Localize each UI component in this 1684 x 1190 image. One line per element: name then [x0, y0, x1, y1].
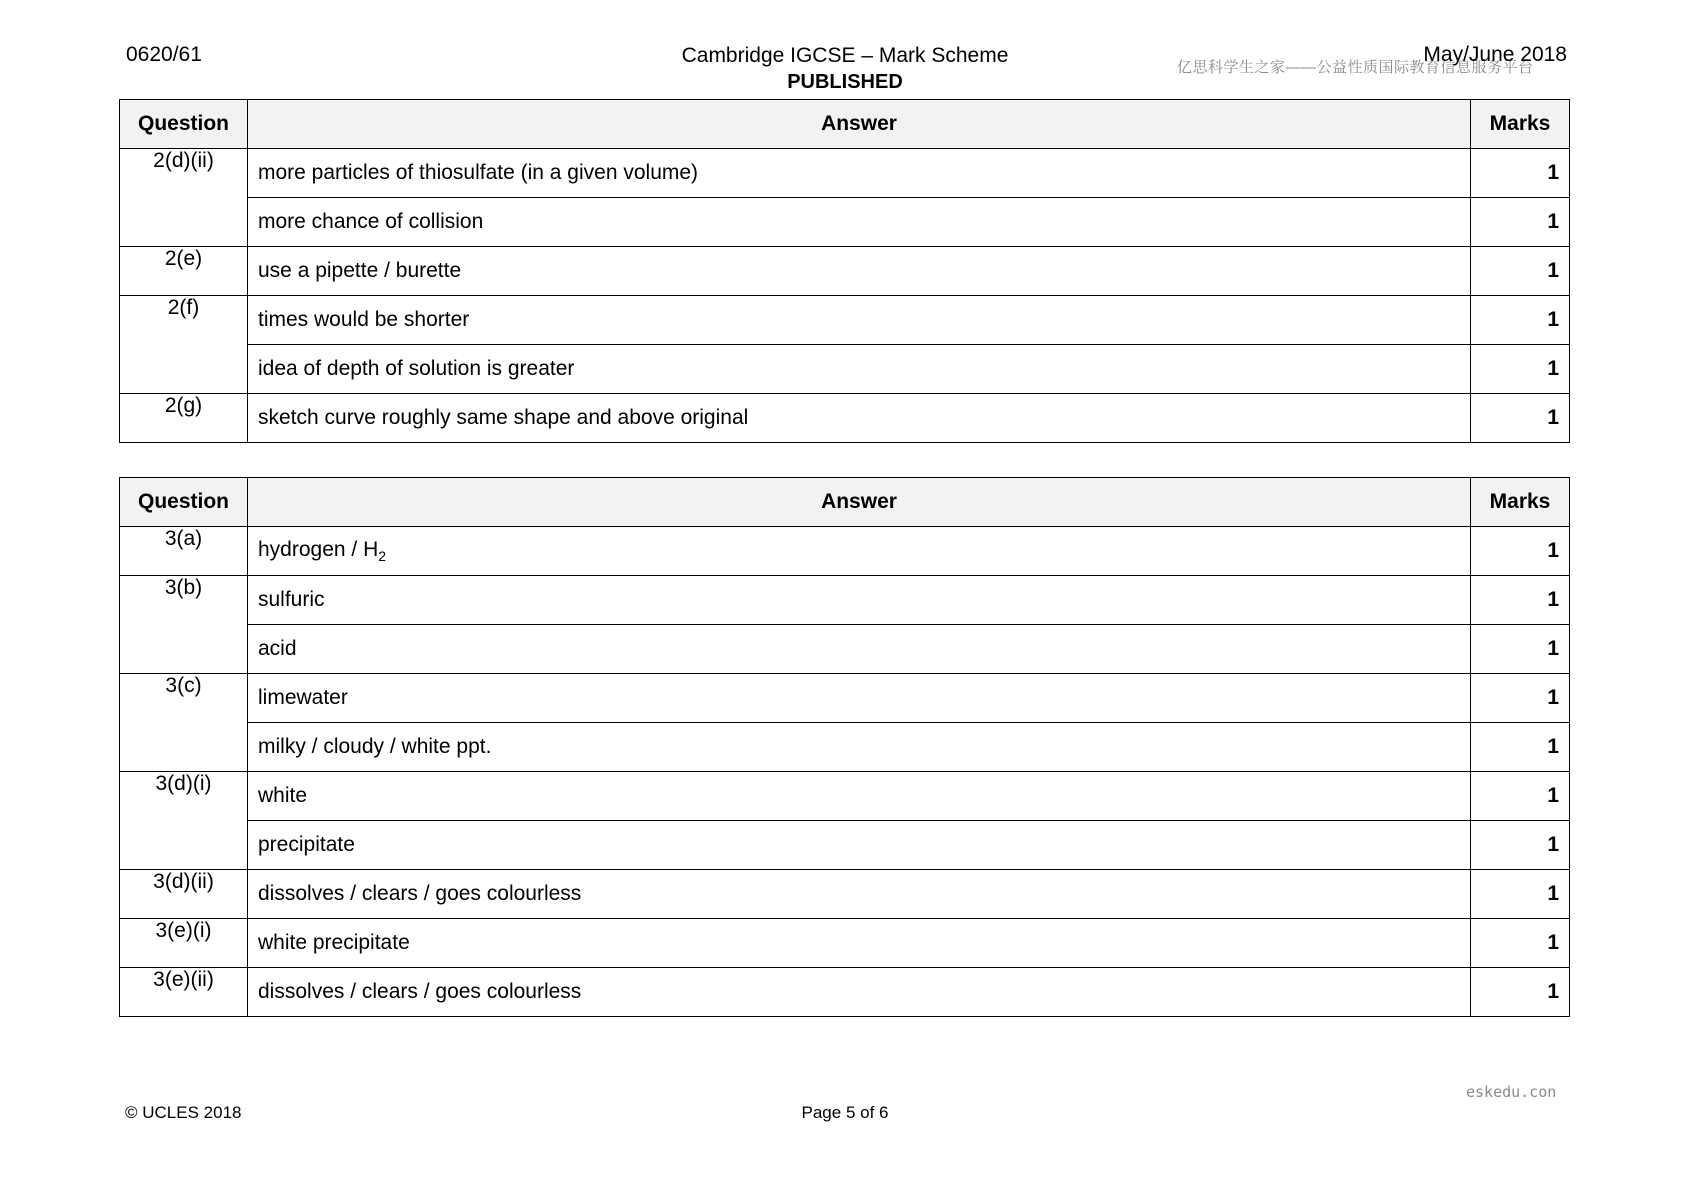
footer-watermark: eskedu.con: [1466, 1083, 1557, 1101]
marks-cell: 1: [1471, 247, 1570, 296]
mark-scheme-table-2: [119, 477, 1570, 1017]
marks-cell: 1: [1471, 198, 1570, 247]
table-row: [120, 674, 1570, 723]
answer-cell: [248, 149, 1471, 198]
table-row: [120, 870, 1570, 919]
question-number: 2(f): [120, 296, 248, 394]
table-header-row: [120, 100, 1570, 149]
table-row: [120, 625, 1570, 674]
answer-text: acid: [258, 637, 297, 660]
marks-cell: 1: [1471, 674, 1570, 723]
answer-text: dissolves / clears / goes colourless: [258, 980, 582, 1003]
marks-cell: 1: [1471, 821, 1570, 870]
question-number: 3(e)(i): [120, 919, 248, 968]
table-row: [120, 723, 1570, 772]
marks-cell: 1: [1471, 149, 1570, 198]
answer-cell: [248, 870, 1471, 919]
marks-cell: 1: [1471, 723, 1570, 772]
marks-cell: 1: [1471, 625, 1570, 674]
table-row: [120, 772, 1570, 821]
question-column-header: Question: [120, 100, 248, 149]
question-column-header: Question: [120, 478, 248, 527]
table-header-row: [120, 478, 1570, 527]
answer-text: white: [258, 784, 308, 807]
answer-cell: [248, 296, 1471, 345]
answer-text: milky / cloudy / white ppt.: [258, 735, 492, 758]
question-number: 3(d)(i): [120, 772, 248, 870]
marks-cell: 1: [1471, 968, 1570, 1017]
page-title: Cambridge IGCSE – Mark Scheme: [681, 44, 1009, 67]
paper-code: 0620/61: [126, 43, 202, 66]
answer-column-header: Answer: [248, 100, 1471, 149]
marks-cell: 1: [1471, 394, 1570, 443]
table-row: [120, 345, 1570, 394]
answer-cell: [248, 821, 1471, 870]
answer-cell: [248, 527, 1471, 576]
marks-cell: 1: [1471, 919, 1570, 968]
marks-column-header: Marks: [1471, 478, 1570, 527]
question-number: 2(g): [120, 394, 248, 443]
answer-text: dissolves / clears / goes colourless: [258, 882, 582, 905]
marks-cell: 1: [1471, 296, 1570, 345]
table-row: [120, 247, 1570, 296]
table-row: [120, 149, 1570, 198]
answer-text: limewater: [258, 686, 348, 709]
marks-cell: 1: [1471, 772, 1570, 821]
answer-text: times would be shorter: [258, 308, 470, 331]
answer-cell: [248, 394, 1471, 443]
answer-cell: [248, 919, 1471, 968]
table-row: [120, 198, 1570, 247]
table-row: [120, 919, 1570, 968]
marks-cell: 1: [1471, 345, 1570, 394]
answer-column-header: Answer: [248, 478, 1471, 527]
answer-text: white precipitate: [258, 931, 410, 954]
marks-cell: 1: [1471, 527, 1570, 576]
question-number: 2(e): [120, 247, 248, 296]
answer-cell: [248, 198, 1471, 247]
answer-text: sketch curve roughly same shape and above original: [258, 406, 749, 429]
subscript: 2: [378, 548, 387, 565]
question-number: 3(d)(ii): [120, 870, 248, 919]
table-row: [120, 527, 1570, 576]
copyright: © UCLES 2018: [125, 1103, 242, 1122]
answer-text: more particles of thiosulfate (in a given volume): [258, 161, 699, 184]
marks-cell: 1: [1471, 576, 1570, 625]
answer-cell: [248, 625, 1471, 674]
answer-cell: [248, 345, 1471, 394]
watermark-text: 亿思科学生之家——公益性质国际教育信息服务平台: [1177, 59, 1534, 76]
table-row: [120, 821, 1570, 870]
status-label: PUBLISHED: [787, 71, 903, 93]
question-number: 3(b): [120, 576, 248, 674]
mark-scheme-table-1: [119, 99, 1570, 443]
answer-text: more chance of collision: [258, 210, 484, 233]
answer-text: hydrogen / H: [258, 537, 379, 561]
question-number: 3(a): [120, 527, 248, 576]
page-number: Page 5 of 6: [801, 1103, 889, 1122]
answer-cell: [248, 247, 1471, 296]
exam-session: May/June 2018: [1423, 43, 1567, 66]
question-number: 2(d)(ii): [120, 149, 248, 247]
answer-cell: [248, 772, 1471, 821]
marks-column-header: Marks: [1471, 100, 1570, 149]
marks-cell: 1: [1471, 870, 1570, 919]
answer-text: idea of depth of solution is greater: [258, 357, 575, 380]
answer-text: precipitate: [258, 833, 355, 856]
answer-cell: [248, 674, 1471, 723]
answer-cell: [248, 968, 1471, 1017]
answer-text: use a pipette / burette: [258, 259, 462, 282]
question-number: 3(c): [120, 674, 248, 772]
answer-text: sulfuric: [258, 588, 325, 611]
table-row: [120, 296, 1570, 345]
question-number: 3(e)(ii): [120, 968, 248, 1017]
answer-cell: [248, 723, 1471, 772]
table-row: [120, 968, 1570, 1017]
answer-cell: [248, 576, 1471, 625]
table-row: [120, 394, 1570, 443]
table-row: [120, 576, 1570, 625]
